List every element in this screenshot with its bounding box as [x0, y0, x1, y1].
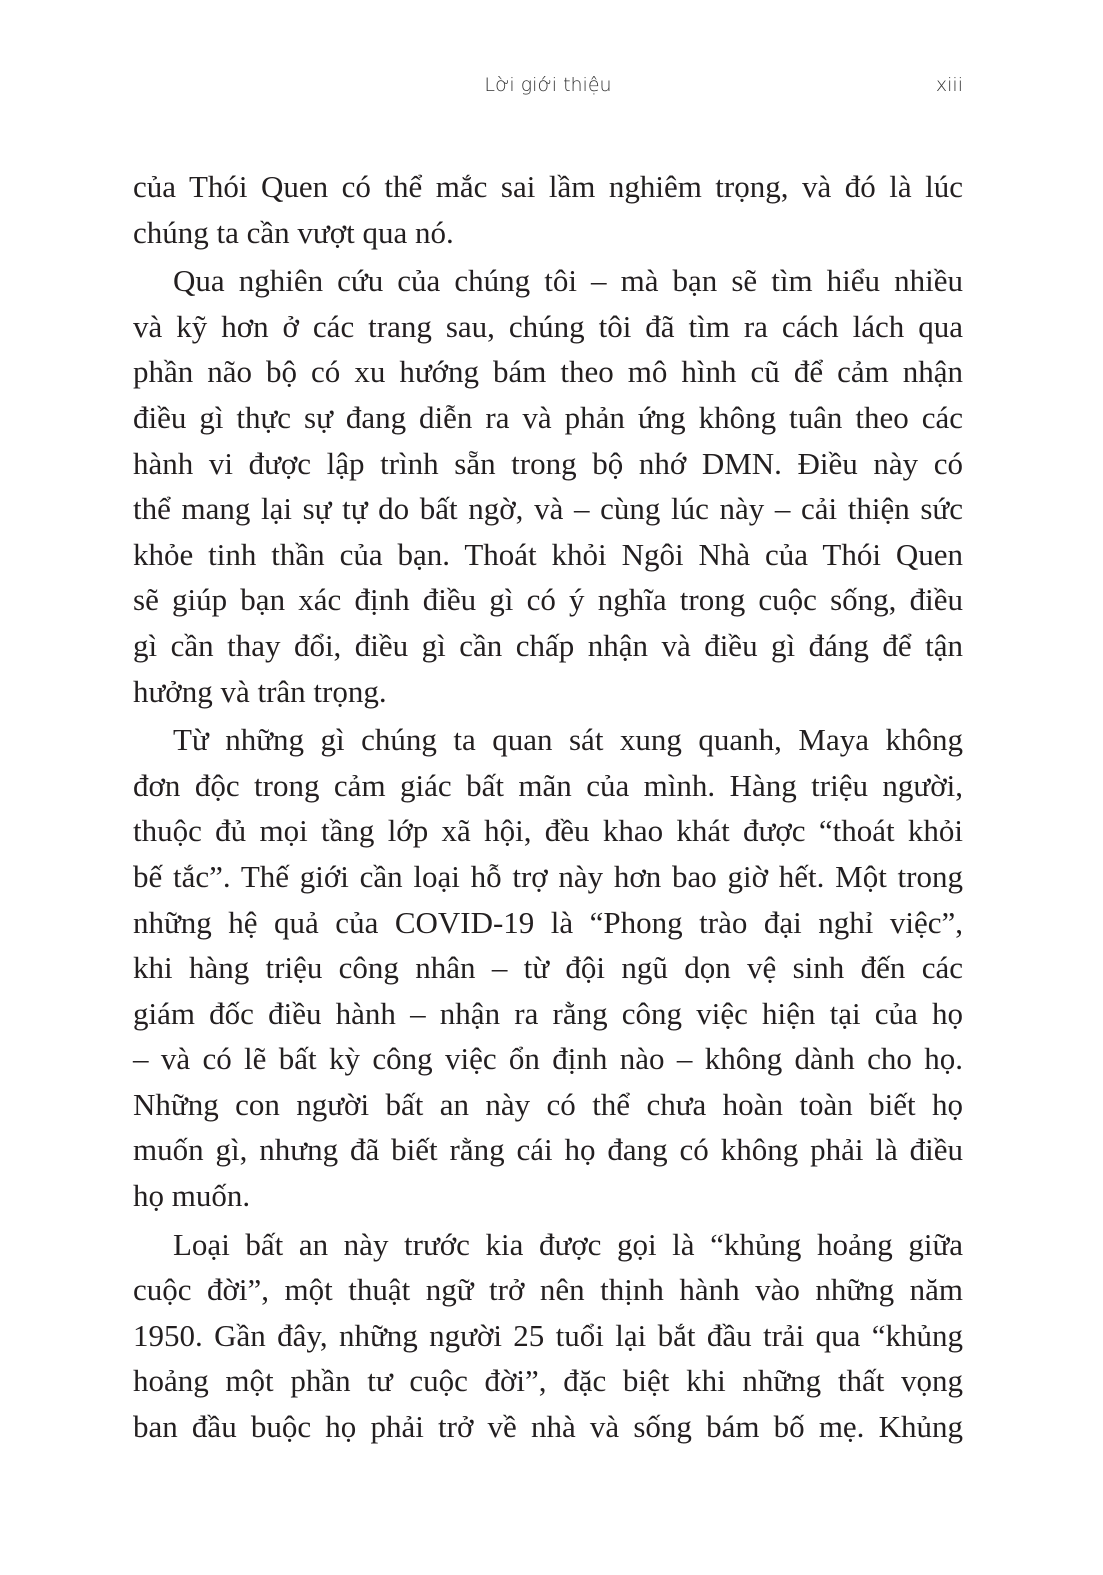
- text-line: họ muốn.: [133, 1178, 251, 1214]
- text-line: muốn gì, nhưng đã biết rằng cái họ đang có không phải là điều: [133, 1132, 963, 1168]
- paragraph: [133, 164, 963, 255]
- text-line: bế tắc”. Thế giới cần loại hỗ trợ này hơn bao giờ hết. Một trong: [133, 858, 963, 894]
- text-line: phần não bộ có xu hướng bám theo mô hình cũ để cảm nhận: [133, 354, 963, 390]
- text-line: khi hàng triệu công nhân – từ đội ngũ dọn vệ sinh đến các: [133, 950, 963, 986]
- text-line: Những con người bất an này có thể chưa hoàn toàn biết họ: [133, 1086, 963, 1122]
- paragraph: [133, 717, 963, 1219]
- text-line: Loại bất an này trước kia được gọi là “khủng hoảng giữa: [173, 1226, 963, 1262]
- paragraph: [133, 1222, 963, 1450]
- text-line: sẽ giúp bạn xác định điều gì có ý nghĩa trong cuộc sống, điều: [133, 582, 963, 618]
- page-number: xiii: [935, 74, 963, 96]
- text-line: 1950. Gần đây, những người 25 tuổi lại bắt đầu trải qua “khủng: [133, 1317, 963, 1353]
- page-header: [133, 74, 963, 104]
- text-line: hoảng một phần tư cuộc đời”, đặc biệt khi những thất vọng: [133, 1363, 963, 1399]
- text-line: giám đốc điều hành – nhận ra rằng công việc hiện tại của họ: [133, 995, 963, 1031]
- text-line: cuộc đời”, một thuật ngữ trở nên thịnh hành vào những năm: [133, 1272, 963, 1308]
- text-line: hành vi được lập trình sẵn trong bộ nhớ DMN. Điều này có: [133, 445, 963, 481]
- text-line: thể mang lại sự tự do bất ngờ, và – cùng lúc này – cải thiện sức: [133, 491, 963, 527]
- paragraph: [133, 258, 963, 714]
- text-line: khỏe tinh thần của bạn. Thoát khỏi Ngôi Nhà của Thói Quen: [133, 536, 963, 572]
- text-line: thuộc đủ mọi tầng lớp xã hội, đều khao khát được “thoát khỏi: [133, 813, 963, 849]
- text-line: – và có lẽ bất kỳ công việc ổn định nào – không dành cho họ.: [133, 1041, 963, 1077]
- text-line: hưởng và trân trọng.: [133, 673, 387, 709]
- running-title: Lời giới thiệu: [484, 74, 612, 96]
- text-line: Qua nghiên cứu của chúng tôi – mà bạn sẽ tìm hiểu nhiều: [173, 263, 963, 299]
- text-line: Từ những gì chúng ta quan sát xung quanh, Maya không: [173, 722, 963, 758]
- text-line: gì cần thay đổi, điều gì cần chấp nhận và điều gì đáng để tận: [133, 627, 963, 663]
- text-line: đơn độc trong cảm giác bất mãn của mình. Hàng triệu người,: [133, 767, 963, 803]
- text-line: những hệ quả của COVID-19 là “Phong trào đại nghỉ việc”,: [133, 904, 963, 940]
- text-line: điều gì thực sự đang diễn ra và phản ứng không tuân theo các: [133, 399, 963, 435]
- text-line: ban đầu buộc họ phải trở về nhà và sống bám bố mẹ. Khủng: [133, 1409, 963, 1445]
- body-text: [133, 164, 963, 1453]
- text-line: và kỹ hơn ở các trang sau, chúng tôi đã tìm ra cách lách qua: [133, 308, 963, 344]
- text-line: chúng ta cần vượt qua nó.: [133, 214, 454, 250]
- text-line: của Thói Quen có thể mắc sai lầm nghiêm trọng, và đó là lúc: [133, 169, 963, 204]
